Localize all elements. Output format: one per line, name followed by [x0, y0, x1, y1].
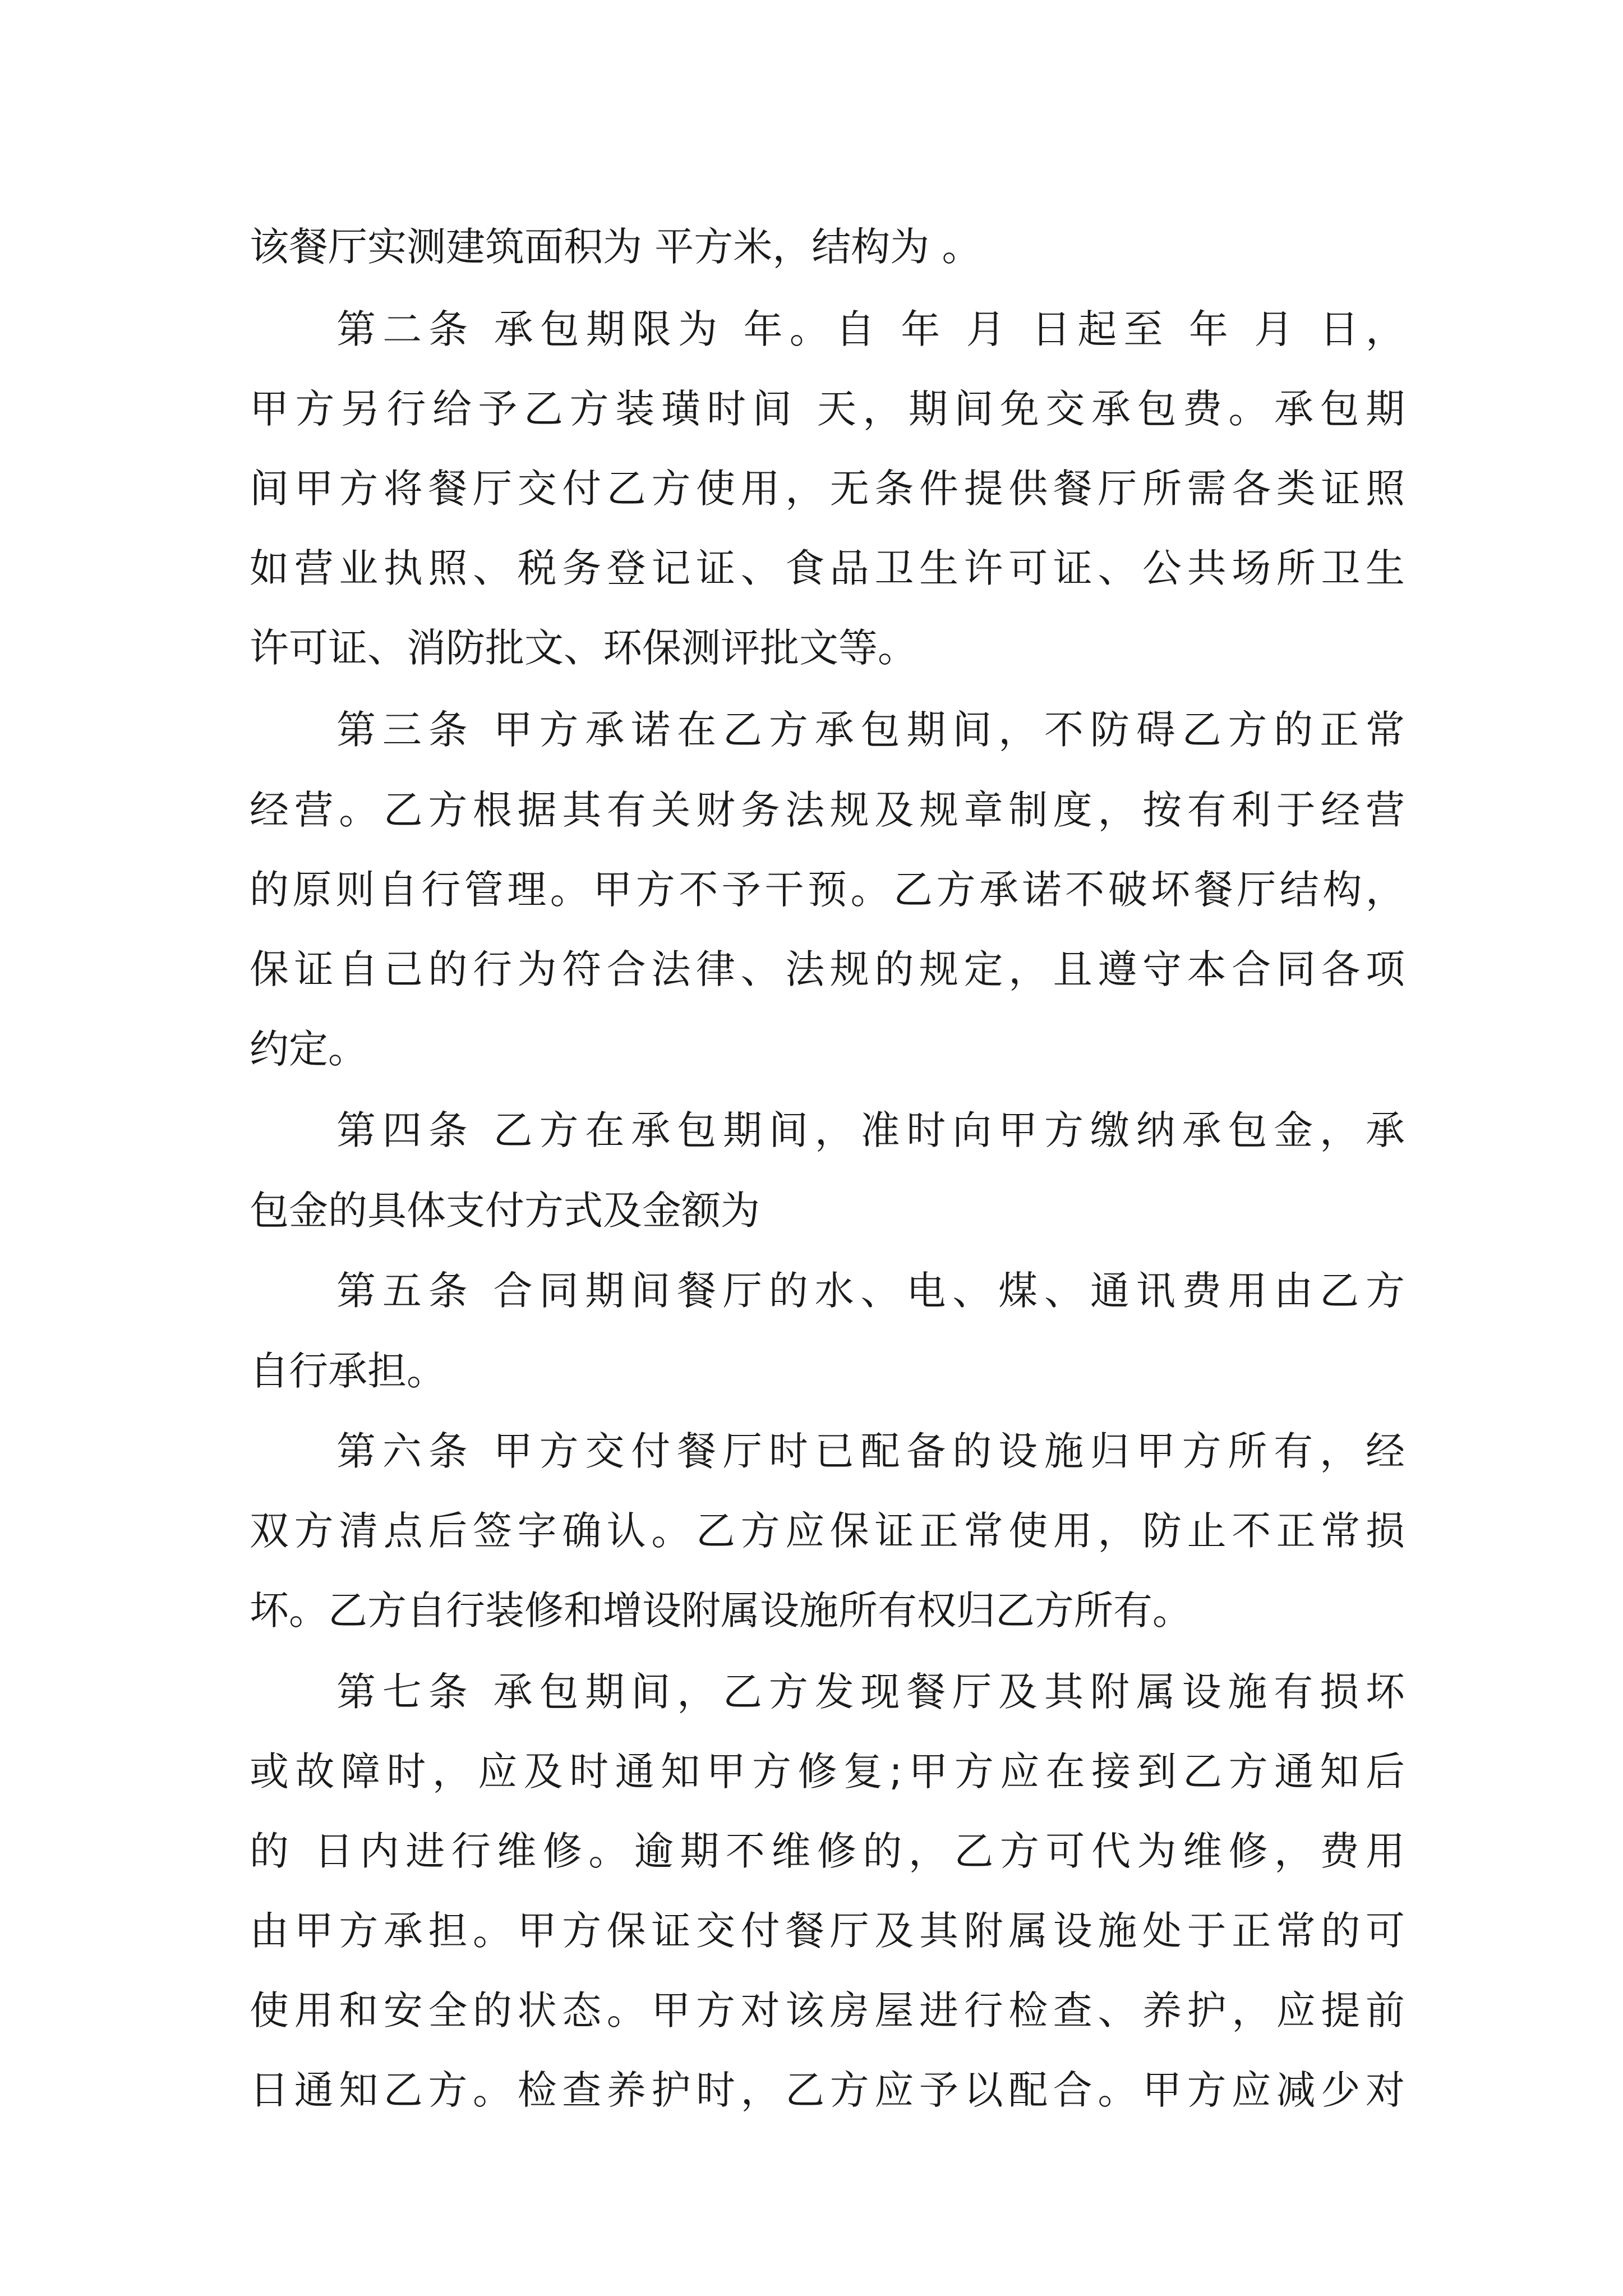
article-4-heading-line: 第四条 乙方在承包期间，准时向甲方缴纳承包金，承: [336, 1107, 1405, 1153]
text-line: 坏。乙方自行装修和增设附属设施所有权归乙方所有。: [250, 1588, 1192, 1634]
text-line: 许可证、消防批文、环保测评批文等。: [250, 625, 917, 671]
text-line: 经营。乙方根据其有关财务法规及规章制度，按有利于经营: [250, 787, 1405, 833]
article-5-heading-line: 第五条 合同期间餐厅的水、电、煤、通讯费用由乙方: [336, 1268, 1405, 1314]
text-line: 使用和安全的状态。甲方对该房屋进行检查、养护，应提前: [250, 1987, 1405, 2033]
text-line: 如营业执照、税务登记证、食品卫生许可证、公共场所卫生: [250, 545, 1405, 591]
text-line: 或故障时，应及时通知甲方修复;甲方应在接到乙方通知后: [250, 1749, 1405, 1795]
text-line: 的 日内进行维修。逾期不维修的，乙方可代为维修，费用: [250, 1828, 1405, 1874]
text-line: 双方清点后签字确认。乙方应保证正常使用，防止不正常损: [250, 1508, 1405, 1554]
article-6-heading-line: 第六条 甲方交付餐厅时已配备的设施归甲方所有，经: [336, 1428, 1405, 1474]
article-7-heading-line: 第七条 承包期间，乙方发现餐厅及其附属设施有损坏: [336, 1669, 1405, 1715]
article-2-heading-line: 第二条 承包期限为 年。自 年 月 日起至 年 月 日，: [336, 306, 1405, 352]
text-line: 间甲方将餐厅交付乙方使用，无条件提供餐厅所需各类证照: [250, 466, 1405, 512]
article-3-heading-line: 第三条 甲方承诺在乙方承包期间，不防碍乙方的正常: [336, 707, 1405, 753]
text-line: 由甲方承担。甲方保证交付餐厅及其附属设施处于正常的可: [250, 1908, 1405, 1954]
text-line: 保证自己的行为符合法律、法规的规定，且遵守本合同各项: [250, 946, 1405, 992]
text-line: 约定。: [250, 1026, 367, 1072]
text-line: 的原则自行管理。甲方不予干预。乙方承诺不破坏餐厅结构，: [250, 867, 1405, 913]
text-line: 日通知乙方。检查养护时，乙方应予以配合。甲方应减少对: [250, 2067, 1405, 2113]
text-line: 该餐厅实测建筑面积为 平方米，结构为 。: [250, 224, 981, 270]
text-line: 甲方另行给予乙方装璜时间 天，期间免交承包费。承包期: [250, 386, 1405, 432]
text-line: 包金的具体支付方式及金额为: [250, 1188, 760, 1234]
text-line: 自行承担。: [250, 1348, 446, 1394]
